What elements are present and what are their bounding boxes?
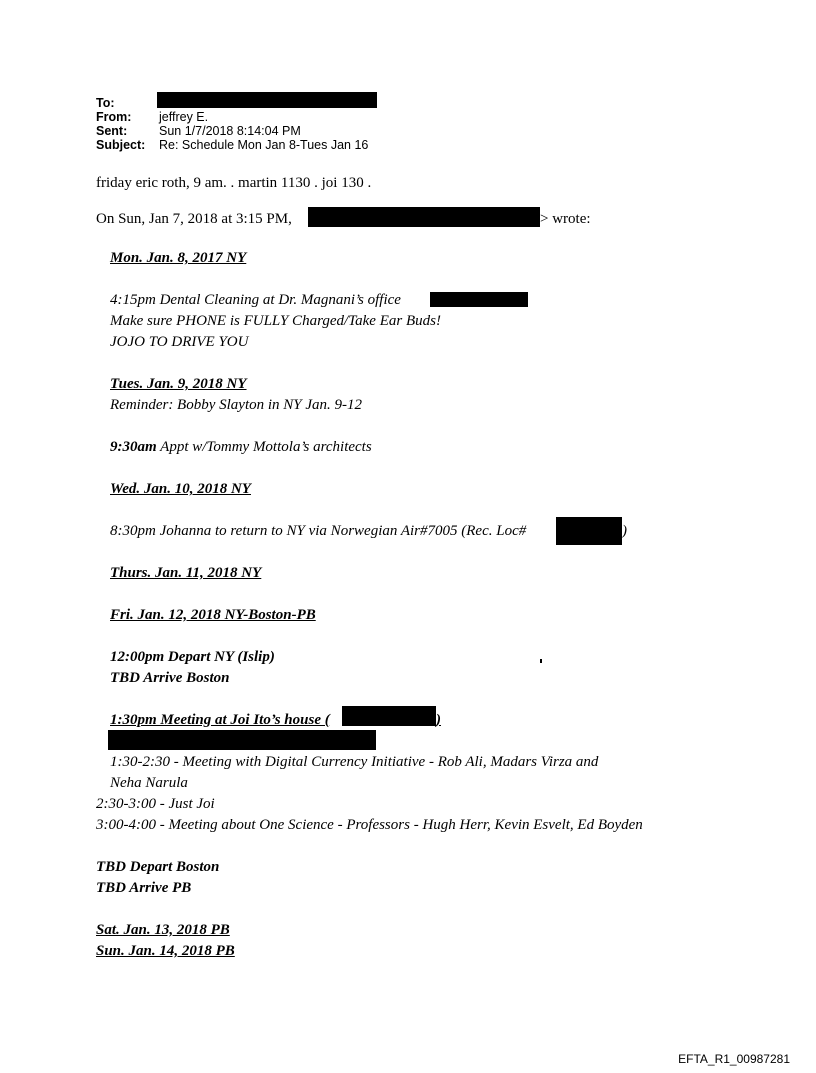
- wed-flight-line-end: ): [622, 523, 627, 539]
- subject-label: Subject:: [96, 138, 146, 152]
- sent-label: Sent:: [96, 124, 128, 138]
- from-value: jeffrey E.: [159, 110, 209, 124]
- quote-intro-end: > wrote:: [540, 211, 591, 227]
- redaction-sender-email: [308, 207, 540, 227]
- fri-depart-boston: TBD Depart Boston: [96, 859, 220, 875]
- document-id: EFTA_R1_00987281: [678, 1052, 790, 1066]
- tue-appt-time: 9:30am: [110, 439, 157, 455]
- redaction-rec-loc: [556, 517, 622, 545]
- tue-appt-text: Appt w/Tommy Mottola’s architects: [156, 439, 372, 455]
- mon-dental-line: 4:15pm Dental Cleaning at Dr. Magnani’s office: [110, 292, 401, 308]
- day-heading-thu: Thurs. Jan. 11, 2018 NY: [110, 565, 262, 581]
- redaction-joi-address: [108, 730, 376, 750]
- day-heading-sun: Sun. Jan. 14, 2018 PB: [96, 943, 235, 959]
- fri-just-joi: 2:30-3:00 - Just Joi: [96, 796, 215, 812]
- reply-text: friday eric roth, 9 am. . martin 1130 . joi 130 .: [96, 175, 372, 191]
- fri-one-science: 3:00-4:00 - Meeting about One Science - Professors - Hugh Herr, Kevin Esvelt, Ed Boyden: [96, 817, 643, 833]
- redaction-to-address: [157, 92, 377, 108]
- fri-depart-ny: 12:00pm Depart NY (Islip): [110, 649, 275, 665]
- mon-jojo-line: JOJO TO DRIVE YOU: [110, 334, 249, 350]
- subject-value: Re: Schedule Mon Jan 8-Tues Jan 16: [159, 138, 369, 152]
- from-label: From:: [96, 110, 132, 124]
- day-heading-sat: Sat. Jan. 13, 2018 PB: [96, 922, 230, 938]
- day-heading-wed: Wed. Jan. 10, 2018 NY: [110, 481, 251, 497]
- redaction-dental-phone: [430, 292, 528, 307]
- fri-dci-meeting-cont: Neha Narula: [110, 775, 188, 791]
- quote-intro-start: On Sun, Jan 7, 2018 at 3:15 PM,: [96, 211, 292, 227]
- tue-appt-line: [110, 439, 372, 456]
- stray-mark: [540, 659, 542, 663]
- day-heading-tue: Tues. Jan. 9, 2018 NY: [110, 376, 247, 392]
- mon-phone-line: Make sure PHONE is FULLY Charged/Take Ear Buds!: [110, 313, 441, 329]
- tue-reminder-line: Reminder: Bobby Slayton in NY Jan. 9-12: [110, 397, 363, 413]
- to-label: To:: [96, 96, 115, 110]
- fri-meeting-joi: 1:30pm Meeting at Joi Ito’s house (: [110, 712, 330, 728]
- fri-arrive-pb: TBD Arrive PB: [96, 880, 192, 896]
- day-heading-mon: Mon. Jan. 8, 2017 NY: [110, 250, 247, 266]
- redaction-joi-phone: [342, 706, 436, 726]
- day-heading-fri: Fri. Jan. 12, 2018 NY-Boston-PB: [110, 607, 316, 623]
- fri-dci-meeting: 1:30-2:30 - Meeting with Digital Currency Initiative - Rob Ali, Madars Virza and: [110, 754, 599, 770]
- fri-arrive-boston: TBD Arrive Boston: [110, 670, 230, 686]
- fri-meeting-joi-end: ): [436, 712, 441, 728]
- wed-flight-line: 8:30pm Johanna to return to NY via Norwegian Air#7005 (Rec. Loc#: [110, 523, 527, 539]
- sent-value: Sun 1/7/2018 8:14:04 PM: [159, 124, 301, 138]
